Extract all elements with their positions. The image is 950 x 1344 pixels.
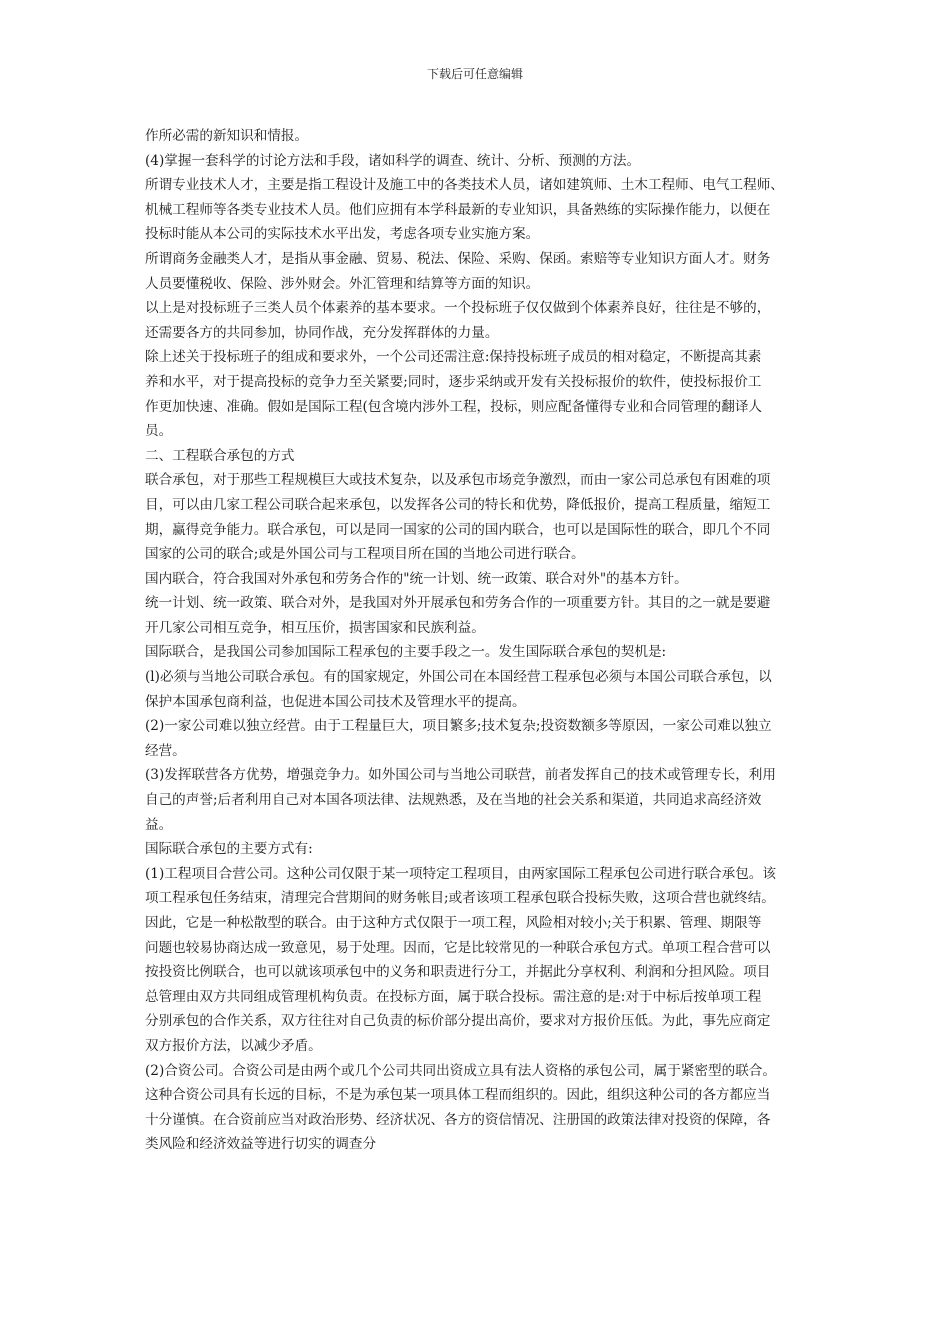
text-line: 联合承包，对于那些工程规模巨大或技术复杂，以及承包市场竞争激烈，而由一家公司总承包有困难的项 <box>145 472 771 489</box>
text-line: 作所必需的新知识和情报。 <box>145 128 309 144</box>
page-header: 下载后可任意编辑 <box>426 67 523 81</box>
text-line: 期，赢得竞争能力。联合承包，可以是同一国家的公司的国内联合，也可以是国际性的联合，即几个不同 <box>145 521 771 538</box>
text-line: 分别承包的合作关系，双方往往对自己负责的标价部分提出高价，要求对方报价压低。为此，事先应商定 <box>145 1013 771 1030</box>
text-line: 自己的声誉;后者利用自己对本国各项法律、法规熟悉，及在当地的社会关系和渠道，共同追求高经济效 <box>145 792 762 809</box>
text-line: 这种合资公司具有长远的目标，不是为承包某一项具体工程而组织的。因此，组织这种公司的各方都应当 <box>145 1087 771 1104</box>
text-line: 投标时能从本公司的实际技术水平出发，考虑各项专业实施方案。 <box>145 226 540 243</box>
section-heading: 二、工程联合承包的方式 <box>145 447 295 464</box>
text-line: (1)工程项目合营公司。这种公司仅限于某一项特定工程项目，由两家国际工程承包公司进行联合承包。该 <box>145 865 776 882</box>
text-line: 开几家公司相互竞争，相互压价，损害国家和民族利益。 <box>145 619 485 636</box>
text-line: 机械工程师等各类专业技术人员。他们应拥有本学科最新的专业知识，具备熟练的实际操作能力，以便在 <box>145 201 771 218</box>
text-line: 国际联合，是我国公司参加国际工程承包的主要手段之一。发生国际联合承包的契机是: <box>145 644 667 661</box>
text-line: 按投资比例联合，也可以就该项承包中的义务和职责进行分工，并据此分享权利、利润和分担风险。项目 <box>145 964 771 981</box>
text-line: 国家的公司的联合;或是外国公司与工程项目所在国的当地公司进行联合。 <box>145 546 585 563</box>
text-line: 保护本国承包商利益，也促进本国公司技术及管理水平的提高。 <box>145 693 526 710</box>
text-line: 还需要各方的共同参加，协同作战，充分发挥群体的力量。 <box>145 324 499 341</box>
text-line: 经营。 <box>145 742 186 759</box>
text-line: 人员要懂税收、保险、涉外财会。外汇管理和结算等方面的知识。 <box>145 275 540 292</box>
text-line: 养和水平，对于提高投标的竞争力至关紧要;同时，逐步采纳或开发有关投标报价的软件，使投标报价工 <box>145 373 762 390</box>
text-line: 益。 <box>145 816 173 833</box>
text-line: (l)必须与当地公司联合承包。有的国家规定，外国公司在本国经营工程承包必须与本国公司联合承包，以 <box>145 669 772 686</box>
text-line: 问题也较易协商达成一致意见，易于处理。因而，它是比较常见的一种联合承包方式。单项工程合营可以 <box>145 939 771 956</box>
text-line: 员。 <box>145 423 173 440</box>
text-line: 所谓专业技术人才，主要是指工程设计及施工中的各类技术人员，诸如建筑师、土木工程师、电气工程师、 <box>145 177 784 194</box>
text-line: 除上述关于投标班子的组成和要求外，一个公司还需注意:保持投标班子成员的相对稳定，不断提高其素 <box>145 349 762 366</box>
text-line: (3)发挥联营各方优势，增强竞争力。如外国公司与当地公司联营，前者发挥自己的技术或管理专长，利用 <box>145 767 776 784</box>
text-line: 所谓商务金融类人才，是指从事金融、贸易、税法、保险、采购、保函。索赔等专业知识方面人才。财务 <box>145 250 771 267</box>
text-line: 双方报价方法，以减少矛盾。 <box>145 1037 322 1054</box>
text-line: 统一计划、统一政策、联合对外，是我国对外开展承包和劳务合作的一项重要方针。其目的之一就是要避 <box>145 595 771 612</box>
text-line: 国内联合，符合我国对外承包和劳务合作的"统一计划、统一政策、联合对外"的基本方针。 <box>145 570 688 587</box>
document-body <box>145 124 820 1157</box>
text-line: 项工程承包任务结束，清理完合营期间的财务帐目;或者该项工程承包联合投标失败，这项合营也就终结。 <box>145 890 775 907</box>
text-line: 类风险和经济效益等进行切实的调查分 <box>145 1136 377 1153</box>
text-line: (4)掌握一套科学的讨论方法和手段，诸如科学的调查、统计、分析、预测的方法。 <box>145 152 641 169</box>
text-line: (2)一家公司难以独立经营。由于工程量巨大，项目繁多;技术复杂;投资数额多等原因，一家公司难以独立 <box>145 718 772 735</box>
text-line: 作更加快速、准确。假如是国际工程(包含境内涉外工程，投标，则应配备懂得专业和合同管理的翻译人 <box>145 398 763 415</box>
text-line: 因此，它是一种松散型的联合。由于这种方式仅限于一项工程，风险相对较小;关于积累、管理、期限等 <box>145 915 762 931</box>
text-line: 目，可以由几家工程公司联合起来承包，以发挥各公司的特长和优势，降低报价，提高工程质量，缩短工 <box>145 496 771 513</box>
text-line: 以上是对投标班子三类人员个体素养的基本要求。一个投标班子仅仅做到个体素养良好，往往是不够的， <box>145 300 771 317</box>
text-line: (2)合资公司。合资公司是由两个或几个公司共同出资成立具有法人资格的承包公司，属于紧密型的联合。 <box>145 1062 776 1079</box>
text-line: 十分谨慎。在合资前应当对政治形势、经济状况、各方的资信情况、注册国的政策法律对投资的保障，各 <box>145 1111 771 1128</box>
text-line: 总管理由双方共同组成管理机构负责。在投标方面，属于联合投标。需注意的是:对于中标后按单项工程 <box>145 988 762 1005</box>
text-line: 国际联合承包的主要方式有: <box>145 841 313 858</box>
